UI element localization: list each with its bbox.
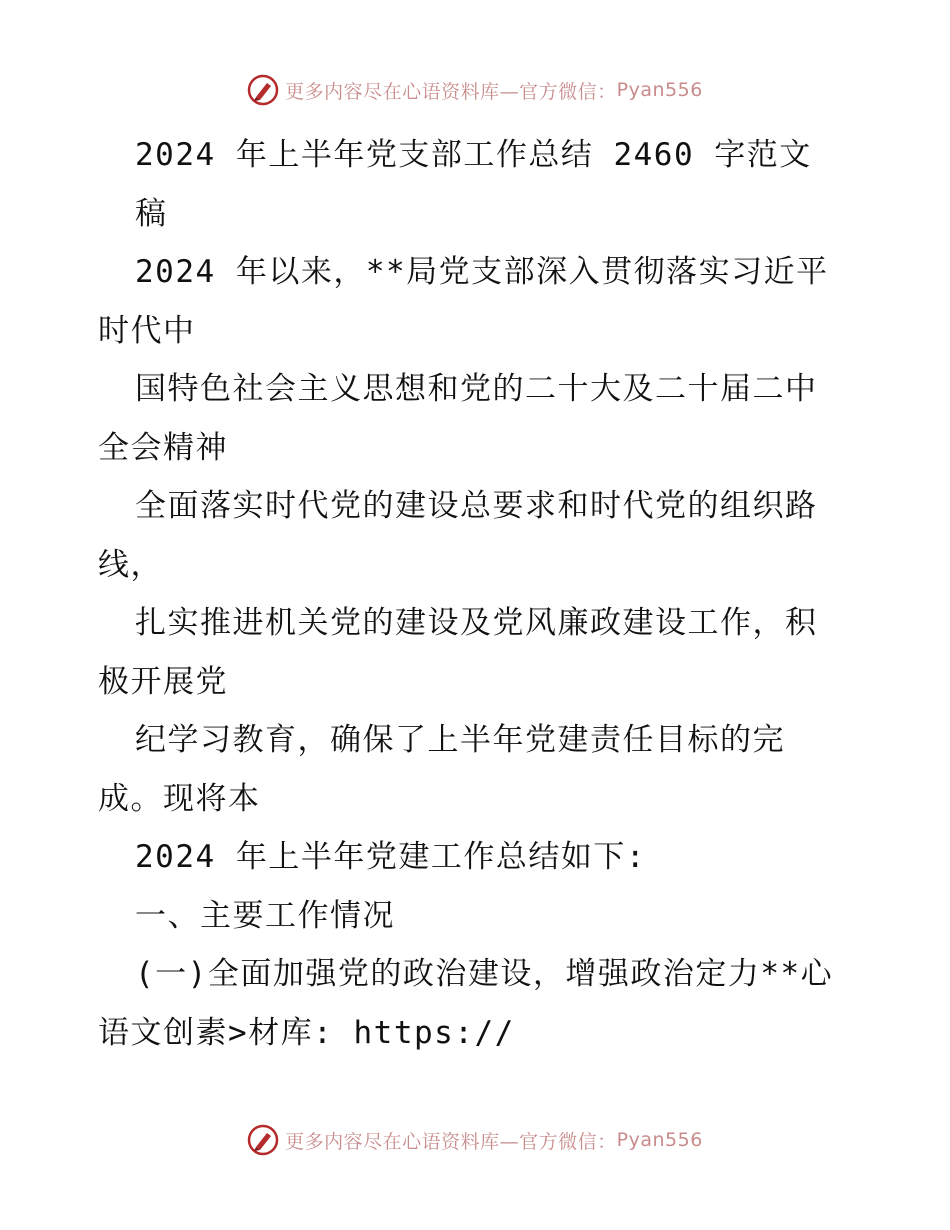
document-line: 全面落实时代党的建设总要求和时代党的组织路 [135, 488, 818, 524]
document-line: 一、主要工作情况 [135, 897, 395, 934]
document-line: 2024 年上半年党建工作总结如下: [135, 839, 646, 875]
pen-logo-icon [247, 1124, 279, 1156]
footer-watermark-banner [0, 1120, 950, 1160]
header-watermark-banner [0, 70, 950, 110]
banner-wechat-id: Pyan556 [616, 1129, 703, 1151]
pen-logo-icon [247, 74, 279, 106]
document-line: 极开展党 [98, 663, 228, 700]
banner-text: 更多内容尽在心语资料库—官方微信： [285, 80, 617, 103]
document-line: 线， [98, 546, 163, 583]
document-line: (一)全面加强党的政治建设，增强政治定力**心 [135, 956, 834, 992]
document-line: 语文创素>材库: https:// [98, 1014, 515, 1051]
document-line: 2024 年上半年党支部工作总结 2460 字范文 [135, 137, 812, 173]
document-line: 国特色社会主义思想和党的二十大及二十届二中 [135, 371, 818, 407]
document-line: 扎实推进机关党的建设及党风廉政建设工作，积 [135, 605, 818, 641]
document-line: 成。现将本 [98, 780, 261, 817]
banner-text: 更多内容尽在心语资料库—官方微信： [285, 1130, 617, 1153]
document-line: 全会精神 [98, 429, 228, 466]
document-line: 稿 [135, 195, 168, 232]
document-line: 2024 年以来，**局党支部深入贯彻落实习近平 [135, 254, 829, 290]
banner-wechat-id: Pyan556 [616, 79, 703, 101]
document-line: 时代中 [98, 312, 196, 349]
document-line: 纪学习教育，确保了上半年党建责任目标的完 [135, 722, 785, 758]
document-body [98, 126, 858, 1062]
